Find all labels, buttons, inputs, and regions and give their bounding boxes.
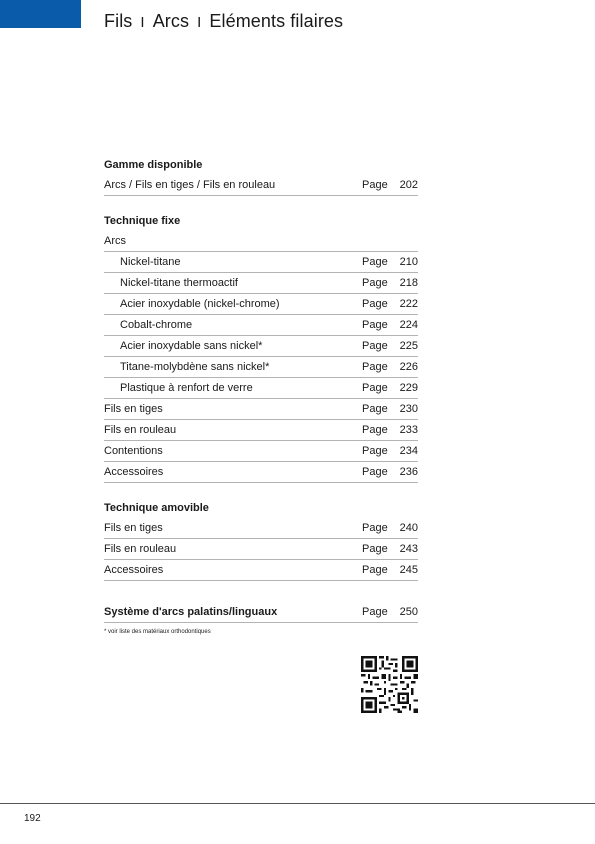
toc-page-word: Page <box>362 466 388 478</box>
toc-page-word: Page <box>362 179 388 191</box>
toc-page-word: Page <box>362 277 388 289</box>
title-separator: I <box>140 14 145 31</box>
toc-page-word: Page <box>362 543 388 555</box>
toc-page-number: 225 <box>399 340 418 352</box>
toc-page-number: 202 <box>399 179 418 191</box>
toc-row[interactable] <box>104 560 418 581</box>
toc-page-word: Page <box>362 403 388 415</box>
toc-label: Nickel-titane <box>120 256 181 268</box>
toc-row[interactable] <box>104 252 418 273</box>
qr-code-icon[interactable] <box>361 656 418 713</box>
toc-subheading-arcs <box>104 231 418 252</box>
toc-label: Accessoires <box>104 466 164 478</box>
title-separator: I <box>197 14 202 31</box>
footer-divider <box>0 803 595 804</box>
toc-row[interactable] <box>104 462 418 483</box>
toc-page-number: 245 <box>399 564 418 576</box>
toc-page-word: Page <box>362 445 388 457</box>
toc-page-number: 226 <box>399 361 418 373</box>
toc-label: Cobalt-chrome <box>120 319 193 331</box>
page-title <box>104 11 343 32</box>
toc-page-word: Page <box>362 606 388 618</box>
toc-label: Système d'arcs palatins/linguaux <box>104 606 278 618</box>
toc-page-word: Page <box>362 256 388 268</box>
title-part-arcs: Arcs <box>152 11 190 31</box>
toc-row[interactable] <box>104 420 418 441</box>
toc-page-number: 233 <box>399 424 418 436</box>
section-heading-gamme: Gamme disponible <box>104 159 203 171</box>
toc-page-number: 230 <box>399 403 418 415</box>
spacer <box>104 196 418 211</box>
toc-row[interactable] <box>104 518 418 539</box>
toc-row[interactable] <box>104 378 418 399</box>
spacer <box>104 483 418 498</box>
toc-label: Arcs / Fils en tiges / Fils en rouleau <box>104 179 276 191</box>
toc-page-number: 224 <box>399 319 418 331</box>
toc-label: Fils en rouleau <box>104 424 177 436</box>
toc-label: Arcs <box>104 235 126 247</box>
toc-label: Fils en tiges <box>104 403 163 415</box>
toc-page-word: Page <box>362 522 388 534</box>
toc-row[interactable] <box>104 315 418 336</box>
table-of-contents <box>104 155 418 623</box>
title-part-fils: Fils <box>104 11 133 31</box>
toc-page-word: Page <box>362 340 388 352</box>
toc-row[interactable] <box>104 336 418 357</box>
toc-label: Plastique à renfort de verre <box>120 382 253 394</box>
page-number: 192 <box>24 813 41 824</box>
toc-label: Nickel-titane thermoactif <box>120 277 238 289</box>
toc-page-number: 243 <box>399 543 418 555</box>
toc-label: Titane-molybdène sans nickel* <box>120 361 270 373</box>
toc-page-word: Page <box>362 319 388 331</box>
section-heading-technique-fixe: Technique fixe <box>104 215 181 227</box>
toc-row[interactable] <box>104 441 418 462</box>
toc-page-word: Page <box>362 298 388 310</box>
toc-page-number: 236 <box>399 466 418 478</box>
toc-page-word: Page <box>362 564 388 576</box>
toc-row[interactable] <box>104 294 418 315</box>
toc-page-number: 222 <box>399 298 418 310</box>
toc-row[interactable] <box>104 539 418 560</box>
toc-label: Accessoires <box>104 564 164 576</box>
toc-page-word: Page <box>362 382 388 394</box>
section-heading-technique-amovible: Technique amovible <box>104 502 209 514</box>
toc-label: Contentions <box>104 445 163 457</box>
title-part-elements: Eléments filaires <box>209 11 344 31</box>
toc-row[interactable] <box>104 273 418 294</box>
toc-row[interactable] <box>104 175 418 196</box>
toc-page-number: 210 <box>399 256 418 268</box>
toc-page-word: Page <box>362 361 388 373</box>
toc-page-number: 240 <box>399 522 418 534</box>
toc-label: Acier inoxydable sans nickel* <box>120 340 263 352</box>
toc-page-number: 250 <box>399 606 418 618</box>
footnote: * voir liste des matériaux orthodontiques <box>104 629 211 635</box>
toc-row[interactable] <box>104 399 418 420</box>
toc-row[interactable] <box>104 602 418 623</box>
header-color-tab <box>0 0 81 28</box>
toc-page-word: Page <box>362 424 388 436</box>
toc-row[interactable] <box>104 357 418 378</box>
toc-label: Fils en tiges <box>104 522 163 534</box>
toc-label: Acier inoxydable (nickel-chrome) <box>120 298 280 310</box>
spacer <box>104 581 418 602</box>
toc-label: Fils en rouleau <box>104 543 177 555</box>
toc-page-number: 234 <box>399 445 418 457</box>
toc-page-number: 229 <box>399 382 418 394</box>
toc-page-number: 218 <box>399 277 418 289</box>
